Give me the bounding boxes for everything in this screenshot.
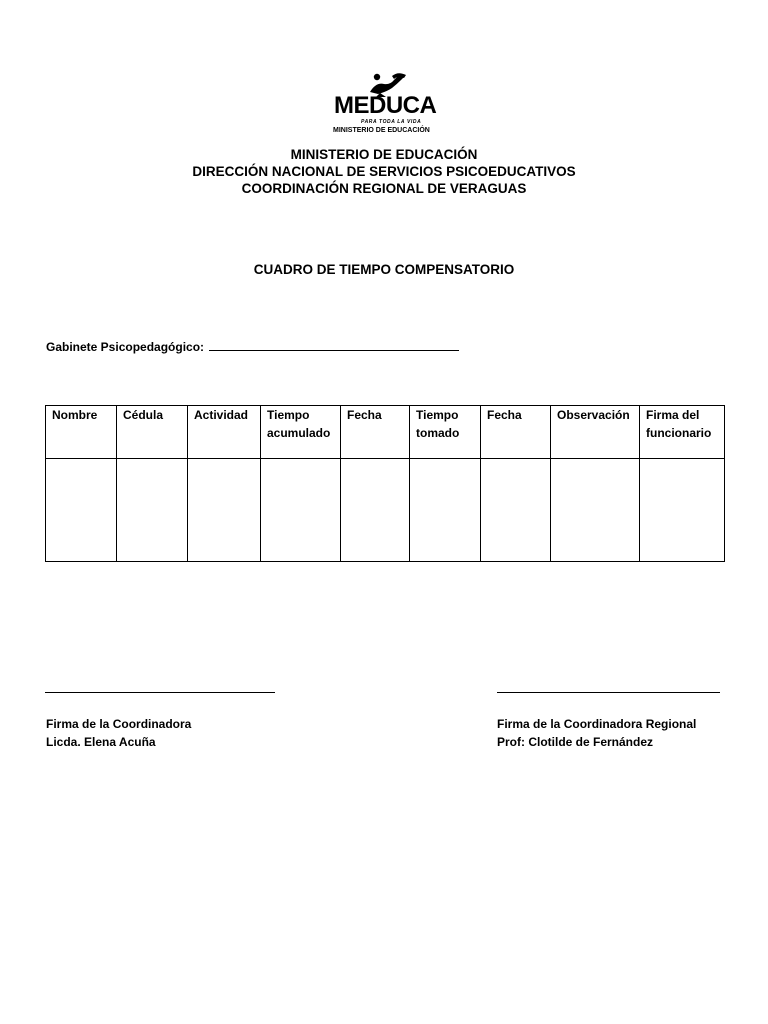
document-title: CUADRO DE TIEMPO COMPENSATORIO <box>253 262 515 277</box>
table-cell[interactable] <box>188 459 261 562</box>
column-header-fecha-2: Fecha <box>481 406 551 459</box>
table-cell[interactable] <box>117 459 188 562</box>
column-header-nombre: Nombre <box>46 406 117 459</box>
signature-name: Licda. Elena Acuña <box>46 735 156 749</box>
column-header-tiempo-tomado: Tiempo tomado <box>410 406 481 459</box>
meduca-logo <box>330 72 442 138</box>
compensatory-time-table <box>45 405 725 562</box>
cabinet-field <box>46 338 459 354</box>
header-ministry: MINISTERIO DE EDUCACIÓN <box>290 147 478 162</box>
table-cell[interactable] <box>261 459 341 562</box>
column-header-cedula: Cédula <box>117 406 188 459</box>
signature-line-regional-coordinator[interactable] <box>497 692 720 693</box>
signature-block-coordinator <box>46 715 191 751</box>
column-header-fecha-1: Fecha <box>341 406 410 459</box>
signature-line-coordinator[interactable] <box>45 692 275 693</box>
header-direction: DIRECCIÓN NACIONAL DE SERVICIOS PSICOEDUCATIVOS <box>192 164 576 179</box>
table-row <box>46 459 725 562</box>
table-cell[interactable] <box>640 459 725 562</box>
logo-subtitle: MINISTERIO DE EDUCACIÓN <box>333 127 430 134</box>
signature-name: Prof: Clotilde de Fernández <box>497 735 654 749</box>
table-cell[interactable] <box>46 459 117 562</box>
cabinet-input-line[interactable] <box>209 338 459 351</box>
table-cell[interactable] <box>410 459 481 562</box>
table-cell[interactable] <box>341 459 410 562</box>
header-coordination: COORDINACIÓN REGIONAL DE VERAGUAS <box>241 181 527 196</box>
table-cell[interactable] <box>481 459 551 562</box>
signature-role: Firma de la Coordinadora Regional <box>497 717 697 731</box>
document-header <box>0 146 768 197</box>
signature-role: Firma de la Coordinadora <box>46 717 192 731</box>
table-cell[interactable] <box>551 459 640 562</box>
logo-tagline: PARA TODA LA VIDA <box>361 119 422 125</box>
column-header-firma: Firma del funcionario <box>640 406 725 459</box>
cabinet-label: Gabinete Psicopedagógico: <box>46 340 205 354</box>
table-header-row <box>46 406 725 459</box>
column-header-observacion: Observación <box>551 406 640 459</box>
signature-block-regional-coordinator <box>497 715 696 751</box>
logo-wordmark: MEDUCA <box>334 92 437 119</box>
column-header-tiempo-acumulado: Tiempo acumulado <box>261 406 341 459</box>
column-header-actividad: Actividad <box>188 406 261 459</box>
